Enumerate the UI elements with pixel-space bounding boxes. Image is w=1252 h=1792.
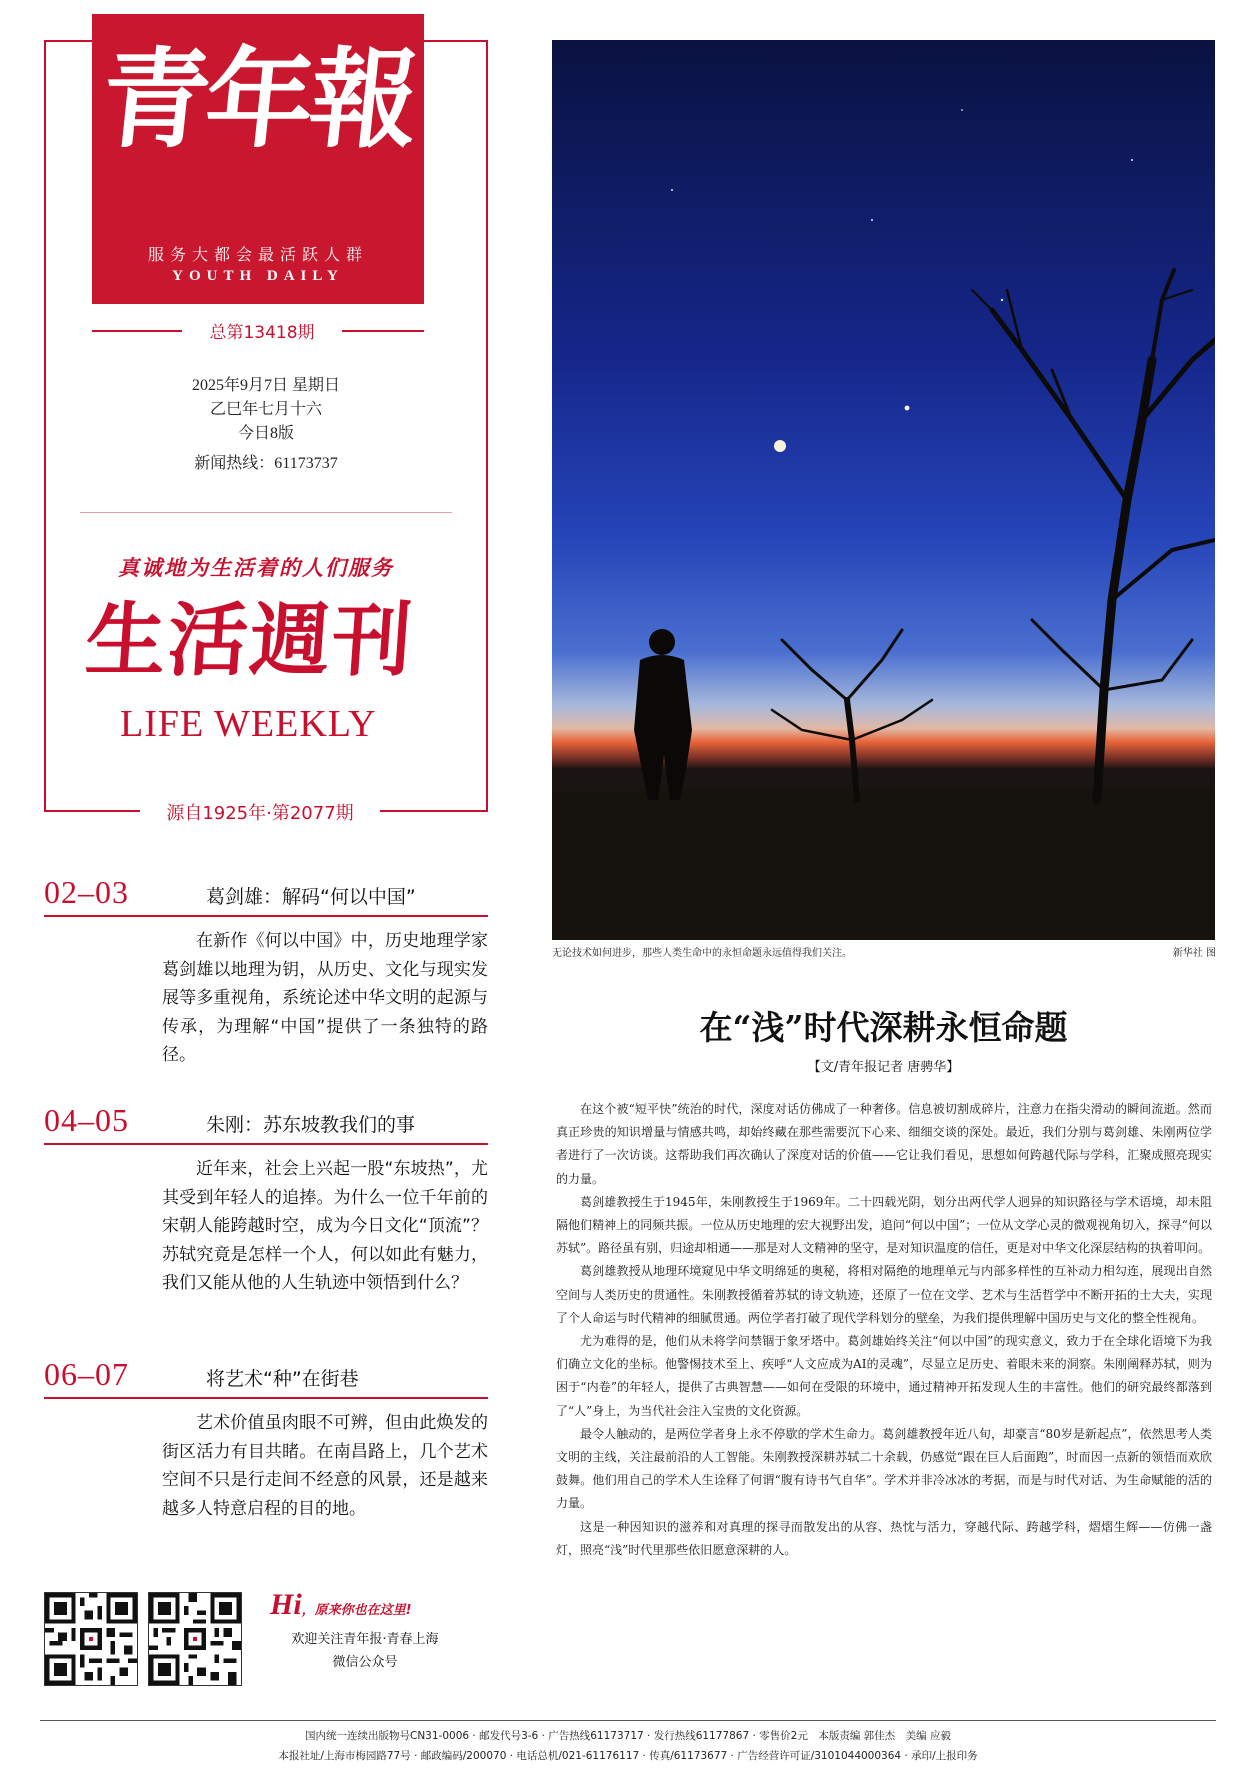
section-teaser[interactable] bbox=[44, 1102, 488, 1298]
article-body bbox=[556, 1098, 1212, 1562]
divider bbox=[80, 512, 452, 513]
issue-number: 总第13418期 bbox=[209, 323, 315, 343]
life-weekly-title: 生活週刊 bbox=[82, 593, 418, 687]
article-paragraph: 葛剑雄教授生于1945年，朱刚教授生于1969年。二十四载光阴，划分出两代学人迥异的知识路径与学术语境，却未阻隔他们精神上的同频共振。一位从历史地理的宏大视野出发，追问“何以中国”；一位从文学心灵的微观视角切入，探寻“何以苏轼”。路径虽有别，归途却相通——那是对人文精神的坚守，是对知识温度的信任，更是对中华文化深层结构的执着叩问。 bbox=[556, 1194, 1212, 1256]
life-weekly-slogan: 真诚地为生活着的人们服务 bbox=[118, 555, 394, 580]
article-paragraph: 最令人触动的，是两位学者身上永不停歇的学术生命力。葛剑雄教授年近八旬，却豪言“80岁是新起点”，依然思考人类文明的主线，关注最前沿的人工智能。朱刚教授深耕苏轼二十余载，仍感觉“跟在巨人后面跑”，时而因一点新的领悟而欢欣鼓舞。他们用自己的学术人生诠释了何谓“腹有诗书气自华”。学术并非冷冰冰的考据，而是与时代对话、为生命赋能的活的力量。 bbox=[556, 1426, 1212, 1511]
article-paragraph: 在这个被“短平快”统治的时代，深度对话仿佛成了一种奢侈。信息被切割成碎片，注意力在指尖滑动的瞬间流逝。然而真正珍贵的知识增量与情感共鸣，却始终藏在那些需要沉下心来、细细交谈的深处。最近，我们分别与葛剑雄、朱刚两位学者进行了一次访谈。这帮助我们再次确认了深度对话的价值——它让我们看见，思想如何跨越代际与学科，汇聚成照亮现实的力量。 bbox=[556, 1102, 1212, 1186]
promo-line: 欢迎关注青年报·青春上海 bbox=[291, 1632, 439, 1647]
photo-credit: 新华社 图 bbox=[1172, 948, 1216, 959]
section-pages: 04–05 bbox=[44, 1102, 129, 1138]
section-summary: 近年来，社会上兴起一股“东坡热”，尤其受到年轻人的追捧。为什么一位千年前的宋朝人能跨越时空，成为今日文化“顶流”？苏轼究竟是怎样一个人，何以如此有魅力，我们又能从他的人生轨迹中领悟到什么？ bbox=[162, 1159, 488, 1293]
logo-english: YOUTH DAILY bbox=[172, 268, 344, 284]
article-paragraph: 尤为难得的是，他们从未将学问禁锢于象牙塔中。葛剑雄始终关注“何以中国”的现实意义，致力于在全球化语境下为我们确立文化的坐标。他警惕技术至上、疾呼“人文应成为AI的灵魂”，尽显立足历史、着眼未来的洞察。朱刚阐释苏轼，则为困于“内卷”的年轻人，提供了古典智慧——如何在受限的环境中，通过精神开拓发现人生的丰富性。他们的研究最终都落到了“人”身上，为当代社会注入宝贵的文化资源。 bbox=[556, 1334, 1212, 1418]
divider bbox=[92, 330, 182, 332]
article-byline: 【文/青年报记者 唐骋华】 bbox=[807, 1060, 960, 1075]
section-title: 朱刚：苏东坡教我们的事 bbox=[206, 1114, 416, 1136]
life-weekly-english: LIFE WEEKLY bbox=[120, 703, 377, 745]
page-count: 今日8版 bbox=[237, 425, 294, 442]
section-summary: 艺术价值虽肉眼不可辨，但由此焕发的街区活力有目共睹。在南昌路上，几个艺术空间不只是行走间不经意的风景，还是越来越多人特意启程的目的地。 bbox=[162, 1413, 488, 1519]
footer-publication-info: 国内统一连续出版物号CN31-0006 · 邮发代号3-6 · 广告热线61173717 · 发行热线61177867 · 零售价2元 本版责编 郭佳杰 美编 应毅 bbox=[305, 1730, 951, 1742]
qr-code-icon[interactable] bbox=[44, 1592, 138, 1686]
section-title: 将艺术“种”在街巷 bbox=[206, 1368, 359, 1390]
footer-rule bbox=[40, 1720, 1216, 1721]
lunar-date: 乙巳年七月十六 bbox=[209, 401, 322, 418]
promo-tagline: ，原来你也在这里! bbox=[301, 1603, 412, 1618]
logo-calligraphy: 青年報 bbox=[95, 37, 421, 163]
section-teaser[interactable] bbox=[44, 1356, 488, 1523]
section-pages: 06–07 bbox=[44, 1356, 129, 1392]
section-title: 葛剑雄：解码“何以中国” bbox=[206, 886, 416, 908]
wechat-promo bbox=[270, 1588, 480, 1670]
divider bbox=[342, 330, 424, 332]
photo-caption: 无论技术如何进步，那些人类生命中的永恒命题永远值得我们关注。 bbox=[552, 948, 852, 959]
section-pages: 02–03 bbox=[44, 874, 129, 910]
section-rule bbox=[44, 915, 488, 917]
issue-date: 2025年9月7日 星期日 bbox=[191, 377, 340, 394]
promo-hi: Hi bbox=[270, 1588, 302, 1621]
qr-code-icon[interactable] bbox=[148, 1592, 242, 1686]
news-hotline: 新闻热线：61173737 bbox=[194, 455, 338, 472]
article-paragraph: 这是一种因知识的滋养和对真理的探寻而散发出的从容、热忱与活力，穿越代际、跨越学科，熠熠生辉——仿佛一盏灯，照亮“浅”时代里那些依旧愿意深耕的人。 bbox=[556, 1519, 1212, 1557]
promo-line: 微信公众号 bbox=[332, 1655, 398, 1670]
footer-address-info: 本报社址/上海市梅园路77号 · 邮政编码/200070 · 电话总机/021-61176117 · 传真/61173677 · 广告经营许可证/3101044000364 · 承印/上报印务 bbox=[278, 1750, 978, 1762]
life-weekly-issue: 源自1925年·第2077期 bbox=[140, 798, 380, 830]
logo-slogan: 服务大都会最活跃人群 bbox=[147, 245, 368, 264]
section-rule bbox=[44, 1397, 488, 1399]
article-title: 在“浅”时代深耕永恒命题 bbox=[699, 1008, 1068, 1047]
section-summary: 在新作《何以中国》中，历史地理学家葛剑雄以地理为钥，从历史、文化与现实发展等多重视角，系统论述中华文明的起源与传承，为理解“中国”提供了一条独特的路径。 bbox=[162, 931, 488, 1065]
newspaper-logo bbox=[92, 14, 424, 304]
article-paragraph: 葛剑雄教授从地理环境窥见中华文明绵延的奥秘，将相对隔绝的地理单元与内部多样性的互补动力相勾连，展现出自然空间与人类历史的贯通性。朱刚教授循着苏轼的诗文轨迹，还原了一位在文学、艺术与生活哲学中不断开拓的士大夫，实现了个人命运与时代精神的细腻贯通。两位学者打破了现代学科划分的壁垒，为我们提供理解中国历史与文化的整全性视角。 bbox=[556, 1264, 1212, 1325]
section-teaser[interactable] bbox=[44, 874, 488, 1070]
cover-photo bbox=[552, 40, 1215, 940]
section-rule bbox=[44, 1143, 488, 1145]
